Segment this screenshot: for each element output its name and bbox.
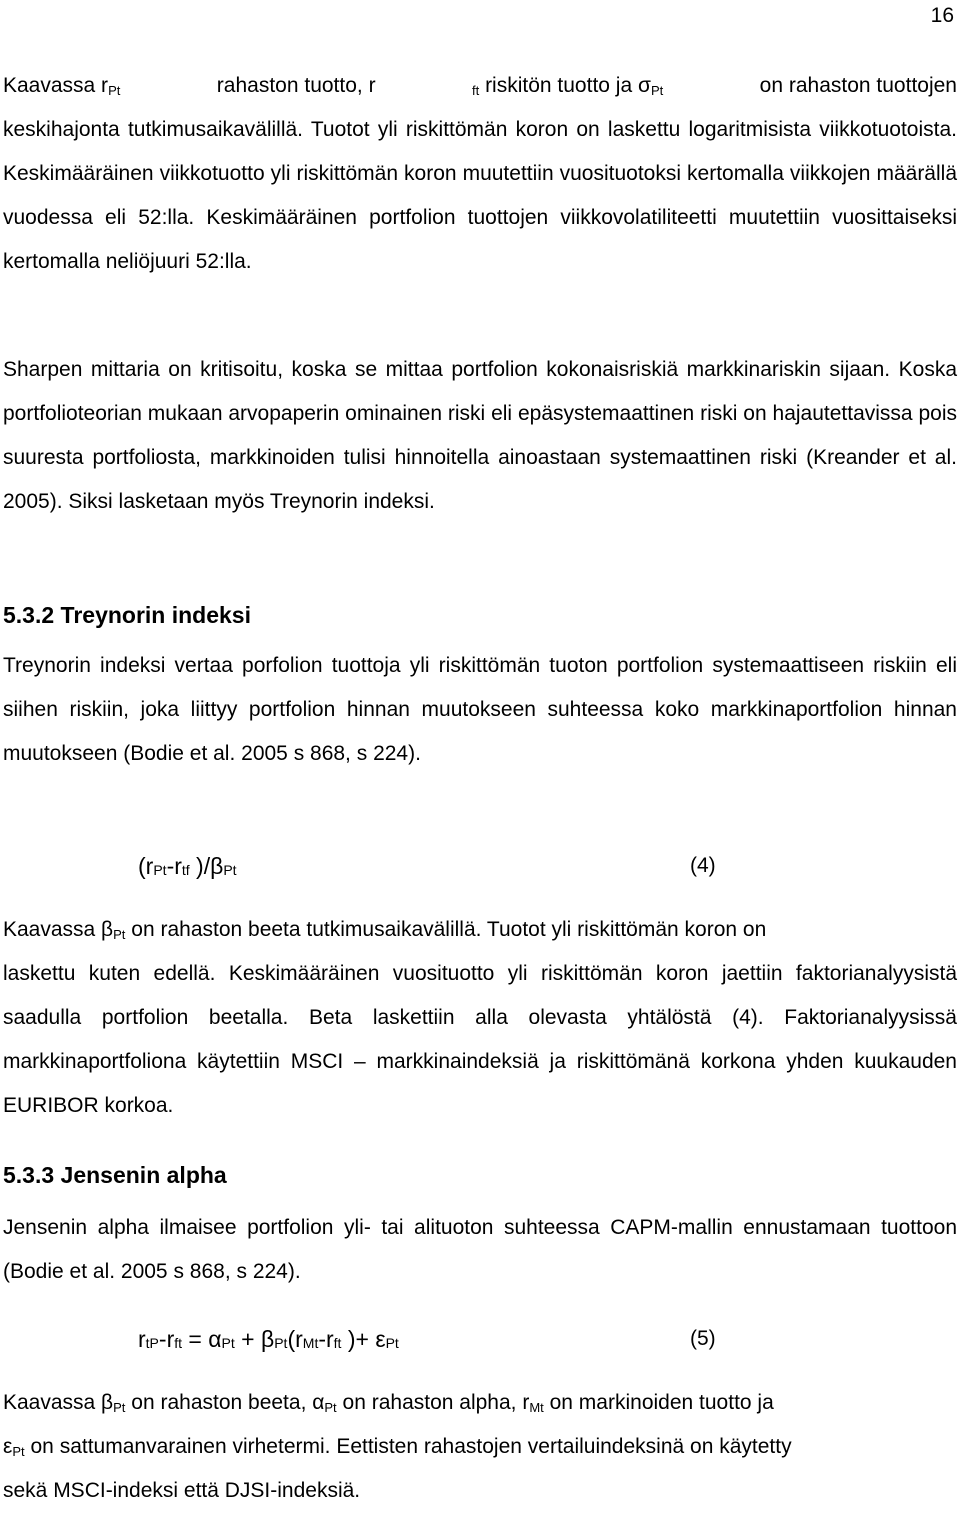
- text-segment: rahaston tuotto, r: [216, 74, 376, 97]
- text-line: Kaavassa $\beta_{Pt}$ on rahaston beeta tutkimusaikavälillä. Tuotot yli riskittömän koron on: [3, 918, 767, 942]
- paragraph-treynor-explanation: [3, 908, 957, 1128]
- paragraph-text: laskettu kuten edellä. Keskimääräinen vuosituotto yli riskittömän koron jaettiin faktorianalyysistä saadulla portfolion beetalla. Beta laskettiin alla olevasta yhtälöstä (4). Faktorianalyysissä markkinaportfoliona käytettiin MSCI – markkinaindeksiä ja riskittömänä korkona yhden kuukauden EURIBOR korkoa.: [3, 962, 957, 1117]
- paragraph-sharpe-critique: Sharpen mittaria on kritisoitu, koska se mittaa portfolion kokonaisriskiä markkinariskin sijaan. Koska portfolioteorian mukaan arvopaperin ominainen riski eli epäsystemaattinen riski on hajautettavissa pois suuresta portfoliosta, markkinoiden tulisi hinnoitella ainoastaan systemaattinen riski (Kreander et al. 2005). Siksi lasketaan myös Treynorin indeksi.: [3, 358, 957, 513]
- text-segment: Kaavassa $r_{Pt}$: [3, 74, 121, 98]
- text-segment: on rahaston tuottojen: [759, 74, 957, 97]
- text-line: [3, 64, 957, 108]
- formula-jensen: $r_{tP}-r_{ft} = \alpha_{Pt} + \beta_{Pt}(r_{Mt}-r_{ft}$ )+ $\varepsilon_{Pt}$: [138, 1326, 399, 1352]
- paragraph-jensen-explanation: [3, 1381, 957, 1513]
- paragraph-text: keskihajonta tutkimusaikavälillä. Tuotot yli riskittömän koron on laskettu logaritmisista viikkotuotoista. Keskimääräinen viikkotuotto yli riskittömän koron muutettiin vuosituotoksi kertomalla viikkojen määrällä vuodessa eli 52:lla. Keskimääräinen portfolion tuottojen viikkovolatiliteetti muutettiin vuosittaiseksi kertomalla neliöjuuri 52:lla.: [3, 118, 957, 273]
- equation-number: (4): [690, 854, 716, 877]
- equation-number: (5): [690, 1327, 716, 1350]
- paragraph-sharpe-definition: [3, 64, 957, 284]
- section-heading-jensen: 5.3.3 Jensenin alpha: [3, 1162, 227, 1188]
- paragraph-treynor: Treynorin indeksi vertaa porfolion tuottoja yli riskittömän tuoton portfolion systemaattiseen riskiin eli siihen riskiin, joka liittyy portfolion hinnan muutokseen suhteessa koko markkinaportfolion hinnan muutokseen (Bodie et al. 2005 s 868, s 224).: [3, 654, 957, 765]
- page-number: 16: [930, 4, 954, 27]
- section-heading-treynor: 5.3.2 Treynorin indeksi: [3, 602, 251, 628]
- text-line: $\varepsilon_{Pt}$ on sattumanvarainen virhetermi. Eettisten rahastojen vertailuindeksinä on käytetty: [3, 1435, 792, 1459]
- text-segment: $_{ft}$ riskitön tuotto ja $\sigma_{Pt}$: [472, 74, 664, 98]
- text-line: sekä MSCI-indeksi että DJSI-indeksiä.: [3, 1479, 361, 1502]
- text-line: Kaavassa $\beta_{Pt}$ on rahaston beeta, $\alpha_{Pt}$ on rahaston alpha, $r_{Mt}$ on markinoiden tuotto ja: [3, 1391, 774, 1415]
- formula-treynor: ($r_{Pt}-r_{tf}$ )$/\beta_{Pt}$: [138, 853, 237, 879]
- paragraph-jensen: Jensenin alpha ilmaisee portfolion yli- tai alituoton suhteessa CAPM-mallin ennustamaan tuottoon (Bodie et al. 2005 s 868, s 224).: [3, 1216, 957, 1283]
